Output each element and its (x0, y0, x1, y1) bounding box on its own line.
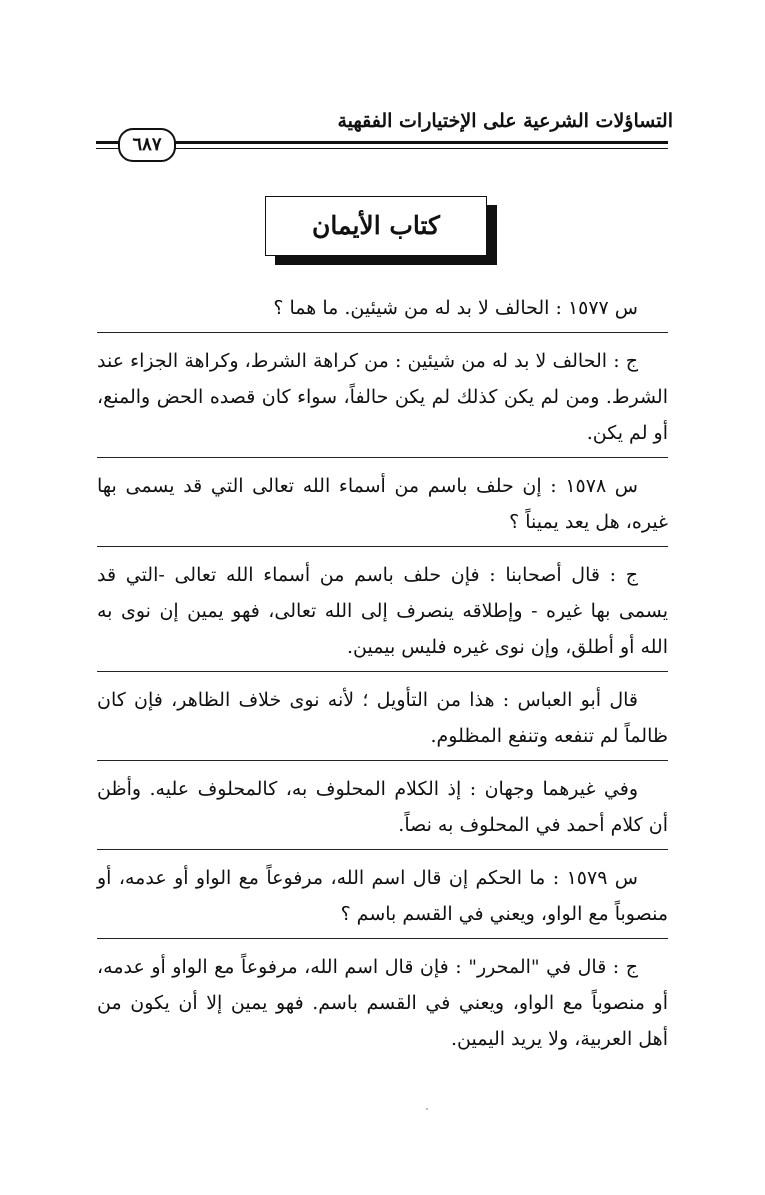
running-title: التساؤلات الشرعية على الإختيارات الفقهية (337, 110, 673, 132)
answer-1578: ج : قال أصحابنا : فإن حلف باسم من أسماء الله تعالى -التي قد يسمى بها غيره - وإطلاقه ينصرف إلى الله تعالى، فهو يمين إن نوى به الله أو أطلق، وإن نوى غيره فليس بيمين. (97, 564, 668, 658)
paragraph-divider (97, 546, 668, 547)
question-1579: س ١٥٧٩ : ما الحكم إن قال اسم الله، مرفوعاً مع الواو أو عدمه، أو منصوباً مع الواو، ويعني في القسم باسم ؟ (97, 867, 668, 925)
paragraph-divider (97, 671, 668, 672)
answer-1577: ج : الحالف لا بد له من شيئين : من كراهة الشرط، وكراهة الجزاء عند الشرط. ومن لم يكن كذلك لم يكن حالفاً، سواء كان قصده الحض والمنع، أو لم يكن. (97, 350, 668, 444)
paragraph-divider (97, 760, 668, 761)
question-1578: س ١٥٧٨ : إن حلف باسم من أسماء الله تعالى التي قد يسمى بها غيره، هل يعد يميناً ؟ (97, 475, 668, 533)
page-body (97, 290, 668, 1057)
question-1577: س ١٥٧٧ : الحالف لا بد له من شيئين. ما هما ؟ (273, 297, 638, 319)
comment-two-views: وفي غيرهما وجهان : إذ الكلام المحلوف به، كالمحلوف عليه. وأظن أن كلام أحمد في المحلوف به نصاً. (97, 778, 668, 836)
paragraph-divider (97, 332, 668, 333)
paragraph-divider (97, 457, 668, 458)
paragraph-divider (97, 938, 668, 939)
header-rule (96, 141, 668, 144)
comment-abu-al-abbas: قال أبو العباس : هذا من التأويل ؛ لأنه نوى خلاف الظاهر، فإن كان ظالماً لم تنفعه وتنفع المظلوم. (97, 689, 668, 747)
paragraph-divider (97, 849, 668, 850)
scan-speck (426, 1108, 428, 1110)
chapter-title: كتاب الأيمان (265, 196, 487, 256)
header-rule-thin (96, 148, 668, 149)
page-number: ٦٨٧ (118, 128, 176, 162)
answer-1579: ج : قال في "المحرر" : فإن قال اسم الله، مرفوعاً مع الواو أو عدمه، أو منصوباً مع الواو، ويعني في القسم باسم. فهو يمين إلا أن يكون من أهل العربية، ولا يريد اليمين. (97, 956, 668, 1050)
